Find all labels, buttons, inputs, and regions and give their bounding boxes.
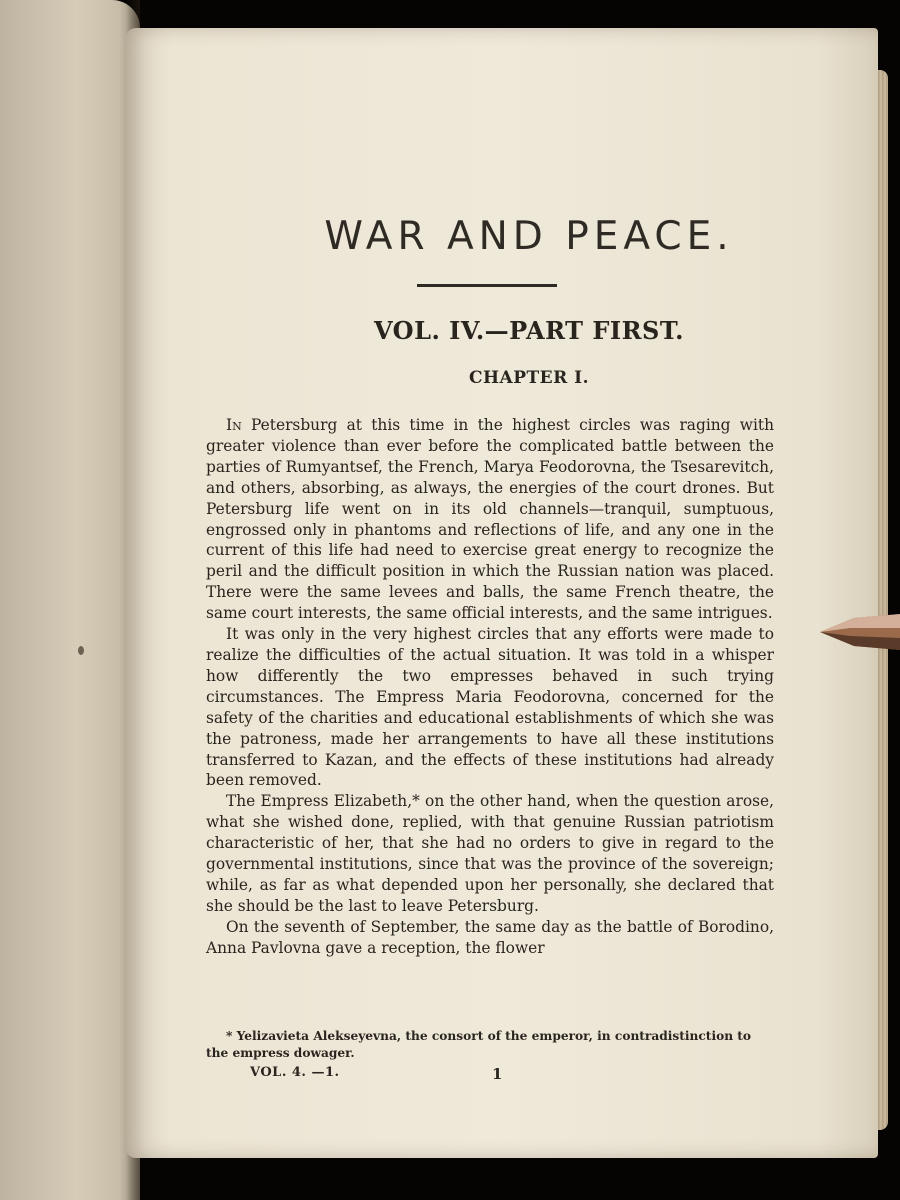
signature-mark: VOL. 4. —1. (250, 1065, 340, 1080)
body-text (206, 415, 774, 959)
paragraph (206, 415, 774, 624)
page-footer (250, 1065, 770, 1083)
paragraph-text: It was only in the very highest circles that any efforts were made to realize the difficulties of the actual situation. It was told in a whisper how differently the two empresses behaved in such trying circumstances. The Empress Maria Feodorovna, concerned for the safety of the charities and educational establishments of which she was the patroness, made her arrangements to have all these institutions transferred to Kazan, and the effects of these institutions had already been removed. (206, 625, 774, 790)
facing-page-edge (0, 0, 140, 1200)
paragraph (206, 624, 774, 791)
bookmark-pointer-icon (820, 612, 900, 652)
footnote-text: * Yelizavieta Alekseyevna, the consort of the emperor, in contradistinction to the empress dowager. (206, 1029, 752, 1060)
chapter-heading: CHAPTER I. (468, 368, 590, 388)
title-rule (417, 284, 557, 287)
book-title: WAR AND PEACE. (324, 214, 734, 259)
paragraph-text: The Empress Elizabeth,* on the other hand, when the question arose, what she wished done, replied, with that genuine Russian patriotism characteristic of her, that she had no orders to give in regard to the governmental institutions, since that was the province of the sovereign; while, as far as what depended upon her personally, she declared that she should be the last to leave Petersburg. (206, 792, 774, 915)
ink-blot (78, 646, 84, 655)
page-content (206, 28, 852, 1158)
paragraph (206, 791, 774, 916)
paragraph-text: Petersburg at this time in the highest circles was raging with greater violence than ever before the complicated battle between the parties of Rumyantsef, the French, Marya Feodorovna, the Tsesarevitch, and others, absorbing, as always, the energies of the court drones. But Petersburg life went on in its old channels—tranquil, sumptuous, engrossed only in phantoms and reflections of life, and any one in the current of this life had need to exercise great energy to recognize the peril and the difficult position in which the Russian nation was placed. There were the same levees and balls, the same French theatre, the same court interests, the same official interests, and the same intrigues. (206, 416, 774, 623)
drop-lead-word: In (226, 416, 242, 434)
paragraph (206, 917, 774, 959)
book-page (126, 28, 878, 1158)
paragraph-text: On the seventh of September, the same day as the battle of Borodino, Anna Pavlovna gave a reception, the flower (206, 917, 774, 957)
page-number: 1 (492, 1065, 503, 1083)
footnote (206, 1028, 774, 1062)
volume-heading: VOL. IV.—PART FIRST. (373, 316, 685, 345)
